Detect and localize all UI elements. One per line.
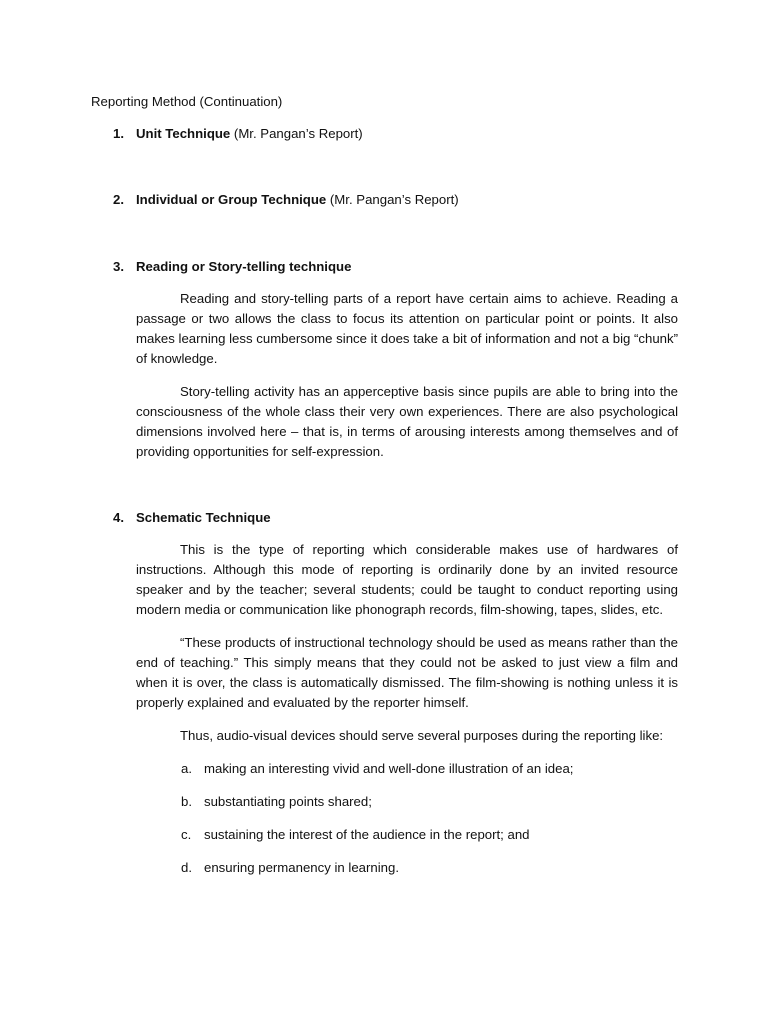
item-heading: Individual or Group Technique bbox=[136, 192, 327, 207]
sub-item-text: sustaining the interest of the audience in the report; and bbox=[204, 827, 530, 842]
item-number: 2. bbox=[113, 192, 124, 207]
item-number: 4. bbox=[113, 510, 124, 525]
item-number: 3. bbox=[113, 259, 124, 274]
list-item-schematic-technique bbox=[113, 509, 271, 527]
list-item-reading-storytelling-technique bbox=[113, 258, 351, 276]
sub-item-text: substantiating points shared; bbox=[204, 794, 372, 809]
list-item-individual-group-technique bbox=[113, 191, 459, 209]
sub-item-text: ensuring permanency in learning. bbox=[204, 860, 399, 875]
audio-visual-lead-in: Thus, audio-visual devices should serve several purposes during the reporting like: bbox=[180, 728, 664, 743]
sub-list-item-b bbox=[181, 793, 372, 811]
item-heading: Unit Technique bbox=[136, 126, 231, 141]
sub-list-item-d bbox=[181, 859, 399, 877]
list-item-unit-technique bbox=[113, 125, 363, 143]
sub-list-item-a bbox=[181, 760, 573, 778]
item-heading: Reading or Story-telling technique bbox=[136, 259, 352, 274]
sub-item-letter: d. bbox=[181, 860, 192, 875]
item-note: (Mr. Pangan’s Report) bbox=[326, 192, 459, 207]
item-heading: Schematic Technique bbox=[136, 510, 271, 525]
item-number: 1. bbox=[113, 126, 124, 141]
sub-list-item-c bbox=[181, 826, 530, 844]
paragraph-reading-aims: Reading and story-telling parts of a report have certain aims to achieve. Reading a passage or two allows the class to focus its attention on particular point or points. It also makes learning less cumbersome since it does take a bit of information and not a big “chunk” of knowledge. bbox=[136, 291, 678, 366]
document-title: Reporting Method (Continuation) bbox=[91, 94, 283, 109]
sub-item-letter: c. bbox=[181, 827, 192, 842]
paragraph-schematic-description: This is the type of reporting which considerable makes use of hardwares of instructions. Although this mode of reporting is ordinarily done by an invited resource speaker and by the teacher; several students; could be taught to conduct reporting using modern media or communication like phonograph records, film-showing, tapes, slides, etc. bbox=[136, 542, 678, 617]
paragraph-storytelling-activity: Story-telling activity has an apperceptive basis since pupils are able to bring into the consciousness of the whole class their very own experiences. There are also psychological dimensions involved here – that is, in terms of arousing interests among themselves and of providing opportunities for self-expression. bbox=[136, 384, 678, 459]
item-note: (Mr. Pangan’s Report) bbox=[230, 126, 363, 141]
sub-item-text: making an interesting vivid and well-done illustration of an idea; bbox=[204, 761, 574, 776]
sub-item-letter: a. bbox=[181, 761, 192, 776]
paragraph-instructional-technology-quote: “These products of instructional technology should be used as means rather than the end of teaching.” This simply means that they could not be asked to just view a film and when it is over, the class is automatically dismissed. The film-showing is nothing unless it is properly explained and evaluated by the reporter himself. bbox=[136, 635, 678, 710]
sub-item-letter: b. bbox=[181, 794, 192, 809]
